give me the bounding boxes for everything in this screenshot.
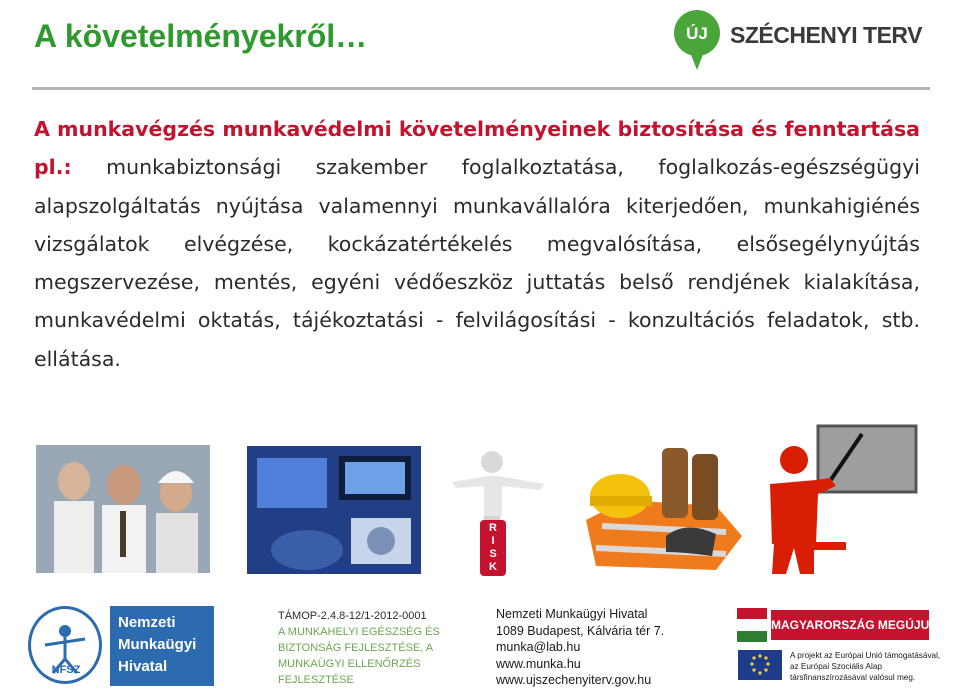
nmh-line: Munkaügyi [118,636,197,653]
presentation-figure [764,424,934,576]
contact-info [496,606,716,689]
contact-website[interactable]: www.ujszechenyiterv.gov.hu [496,673,652,687]
protective-equipment-photo [566,440,750,574]
nmh-line: Hivatal [118,658,168,675]
tamop-line: BIZTONSÁG FEJLESZTÉSE, A [278,642,434,654]
risk-letter: K [489,561,497,573]
contact-address: 1089 Budapest, Kálvária tér 7. [496,623,665,638]
tamop-code: TÁMOP-2.4.8-12/1-2012-0001 [278,610,427,622]
risk-figure [444,446,554,576]
szechenyi-terv-text: SZÉCHENYI TERV [730,22,922,48]
tamop-info [278,608,478,688]
tamop-line: A MUNKAHELYI EGÉSZSÉG ÉS [278,626,440,638]
tamop-line: MUNKAÜGYI ELLENŐRZÉS [278,658,421,670]
eu-flag-icon [738,650,782,680]
nfsz-label: NFSZ [51,664,81,676]
workers-photo [36,445,210,573]
tamop-line: FEJLESZTÉSE [278,674,354,686]
eu-support-text [790,650,950,683]
hungarian-flag-icon [737,608,767,642]
magyarorszag-megujul-logo [737,608,937,642]
nmh-line: Nemzeti [118,614,176,631]
risk-letters [486,522,500,574]
nemzeti-munkaugyi-hivatal-logo [110,606,214,686]
eu-support-line: az Európai Szociális Alap [790,662,882,671]
eu-support-line: A projekt az Európai Unió támogatásával, [790,651,941,660]
contact-org: Nemzeti Munkaügyi Hivatal [496,607,648,621]
mm-label: MAGYARORSZÁG MEGÚJUL [771,618,937,632]
risk-letter: R [489,522,497,534]
page-title: A követelményekről… [34,18,368,54]
szechenyi-terv-logo [674,4,944,80]
contact-website[interactable]: www.munka.hu [496,656,581,671]
mm-banner [771,610,937,640]
uj-badge-tail [690,52,704,70]
contact-email[interactable]: munka@lab.hu [496,640,581,654]
risk-letter: S [489,548,497,560]
uj-badge-text: ÚJ [686,24,708,43]
title-divider [32,87,930,90]
body-text: munkabiztonsági szakember foglalkoztatása, foglalkozás-egészségügyi alapszolgáltatás nyújtása valamennyi munkavállalóra kiterjedően, munkahigiénés vizsgálatok elvégzése, kockázatértékelés megvalósítása, elsősegélynyújtás megszervezése, mentés, egyéni védőeszköz juttatás belső rendjének kialakítása, munkavédelmi oktatás, tájékoztatási - felvilágosítási - konzultációs feladatok, stb. ellátása. [34,155,920,371]
eu-support-line: társfinanszírozásával valósul meg. [790,673,916,682]
body-highlight: A munkavégzés munkavédelmi követelményeinek biztosítása és fenntartása pl.: [34,117,920,180]
risk-letter: I [491,535,495,547]
body-paragraph [34,110,920,378]
monitoring-photo [247,446,421,574]
